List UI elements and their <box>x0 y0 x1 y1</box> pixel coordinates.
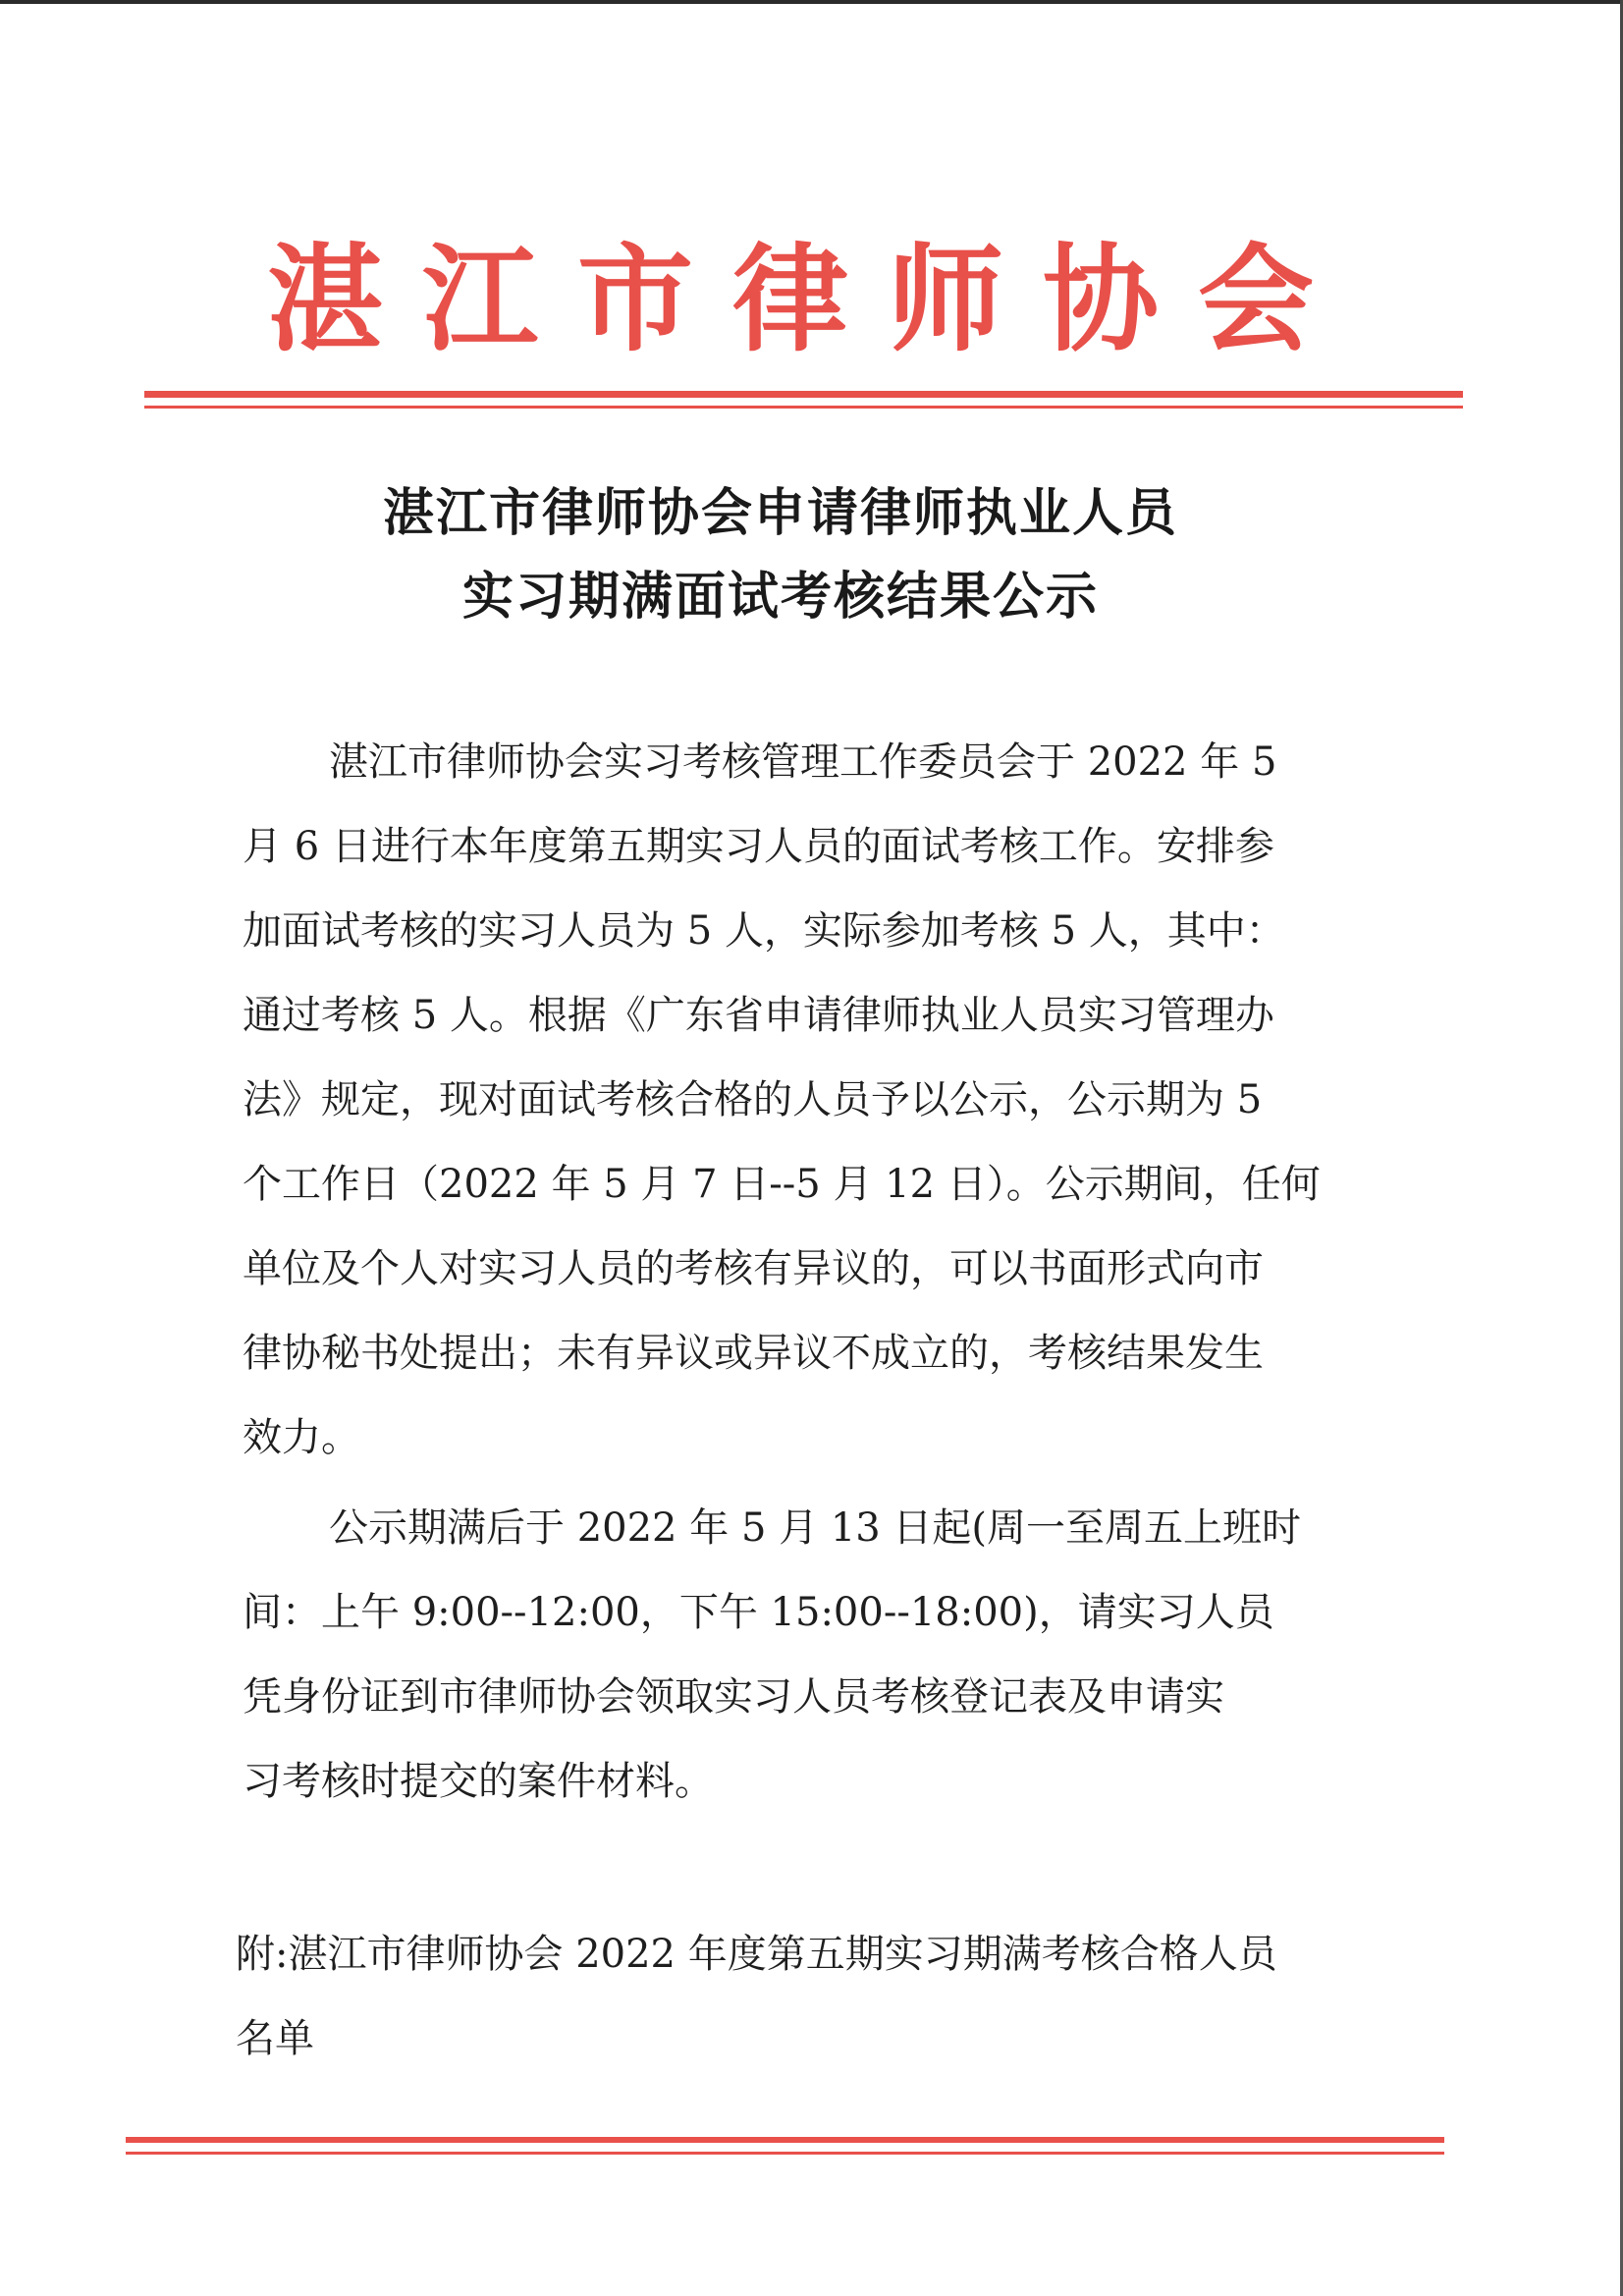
paragraph-1-line: 个工作日（2022 年 5 月 7 日--5 月 12 日）。公示期间，任何 <box>243 1162 1321 1207</box>
paragraph-1-line: 效力。 <box>243 1415 360 1460</box>
paragraph-1-line: 湛江市律师协会实习考核管理工作委员会于 2022 年 5 <box>329 739 1277 785</box>
paragraph-2-line: 公示期满后于 2022 年 5 月 13 日起(周一至周五上班时 <box>329 1505 1302 1551</box>
letterhead-rule-thin <box>144 406 1463 409</box>
attachment-line: 名单 <box>236 2016 314 2061</box>
paragraph-2-line: 凭身份证到市律师协会领取实习人员考核登记表及申请实 <box>243 1674 1224 1720</box>
paragraph-1-line: 月 6 日进行本年度第五期实习人员的面试考核工作。安排参 <box>243 824 1274 869</box>
footer-rule-thick <box>126 2137 1444 2143</box>
document-title-line-2: 实习期满面试考核结果公示 <box>461 568 1099 627</box>
paragraph-1-line: 律协秘书处提出；未有异议或异议不成立的，考核结果发生 <box>243 1331 1264 1376</box>
letterhead-organization: 湛江市律师协会 <box>266 231 1353 367</box>
paragraph-2-line: 间：上午 9:00--12:00，下午 15:00--18:00)，请实习人员 <box>243 1590 1274 1635</box>
document-title-line-1: 湛江市律师协会申请律师执业人员 <box>382 484 1178 543</box>
letterhead-rule-thick <box>144 391 1463 398</box>
paragraph-2-line: 习考核时提交的案件材料。 <box>243 1759 714 1804</box>
paragraph-1-line: 通过考核 5 人。根据《广东省申请律师执业人员实习管理办 <box>243 993 1274 1038</box>
paragraph-1-line: 单位及个人对实习人员的考核有异议的，可以书面形式向市 <box>243 1246 1264 1291</box>
paragraph-1-line: 法》规定，现对面试考核合格的人员予以公示，公示期为 5 <box>243 1077 1263 1122</box>
scan-border-top <box>0 0 1623 4</box>
attachment-line: 附:湛江市律师协会 2022 年度第五期实习期满考核合格人员 <box>236 1932 1277 1977</box>
footer-rule-thin <box>126 2152 1444 2155</box>
paragraph-1-line: 加面试考核的实习人员为 5 人，实际参加考核 5 人，其中： <box>243 908 1285 954</box>
